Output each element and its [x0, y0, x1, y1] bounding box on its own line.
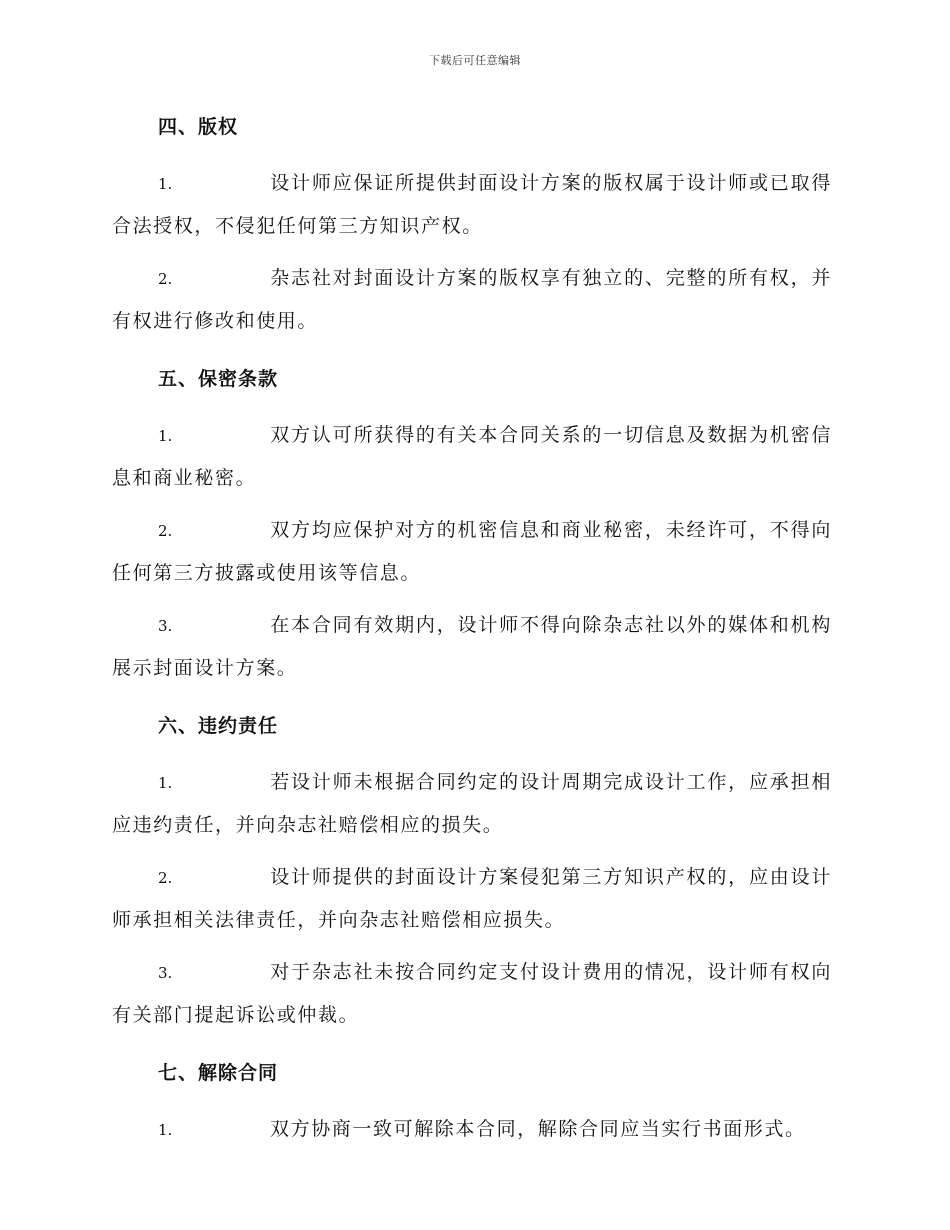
- clause-number: 1.: [158, 427, 173, 445]
- clause-number: 1.: [158, 774, 173, 792]
- section-liability: [112, 709, 832, 1036]
- section-termination: [112, 1056, 832, 1151]
- clause-text: 双方均应保护对方的机密信息和商业秘密，未经许可，不得向任何第三方披露或使用该等信息。: [112, 519, 832, 584]
- clause-number: 1.: [158, 1121, 173, 1139]
- clause-number: 3.: [158, 617, 173, 635]
- clause-text: 在本合同有效期内，设计师不得向除杂志社以外的媒体和机构展示封面设计方案。: [112, 614, 832, 679]
- clause-number: 2.: [158, 522, 173, 540]
- section-title: 四、版权: [158, 116, 239, 138]
- clause-text: 杂志社对封面设计方案的版权享有独立的、完整的所有权，并有权进行修改和使用。: [112, 267, 832, 332]
- section-copyright: [112, 110, 832, 342]
- clause: [112, 951, 832, 1036]
- clause: [112, 509, 832, 594]
- clause-number: 2.: [158, 869, 173, 887]
- section-title: 七、解除合同: [158, 1062, 279, 1084]
- clause-text: 双方认可所获得的有关本合同关系的一切信息及数据为机密信息和商业秘密。: [112, 424, 832, 489]
- page-header: 下载后可任意编辑: [429, 54, 521, 67]
- clause-number: 1.: [158, 175, 173, 193]
- clause: [112, 604, 832, 689]
- clause-text: 对于杂志社未按合同约定支付设计费用的情况，设计师有权向有关部门提起诉讼或仲裁。: [112, 961, 832, 1026]
- clause: [112, 761, 832, 846]
- clause-text: 设计师应保证所提供封面设计方案的版权属于设计师或已取得合法授权，不侵犯任何第三方知识产权。: [112, 172, 832, 237]
- clause-text: 设计师提供的封面设计方案侵犯第三方知识产权的，应由设计师承担相关法律责任，并向杂志社赔偿相应损失。: [112, 866, 832, 931]
- clause-text: 双方协商一致可解除本合同，解除合同应当实行书面形式。: [270, 1118, 806, 1140]
- section-title: 五、保密条款: [158, 368, 279, 390]
- clause: [112, 162, 832, 247]
- section-confidentiality: [112, 362, 832, 689]
- clause-number: 2.: [158, 270, 173, 288]
- document-body: [112, 110, 832, 1161]
- clause: [112, 856, 832, 941]
- clause-number: 3.: [158, 964, 173, 982]
- clause-text: 若设计师未根据合同约定的设计周期完成设计工作，应承担相应违约责任，并向杂志社赔偿相应的损失。: [112, 771, 832, 836]
- clause: [112, 1108, 832, 1151]
- clause: [112, 414, 832, 499]
- clause: [112, 257, 832, 342]
- section-title: 六、违约责任: [158, 715, 279, 737]
